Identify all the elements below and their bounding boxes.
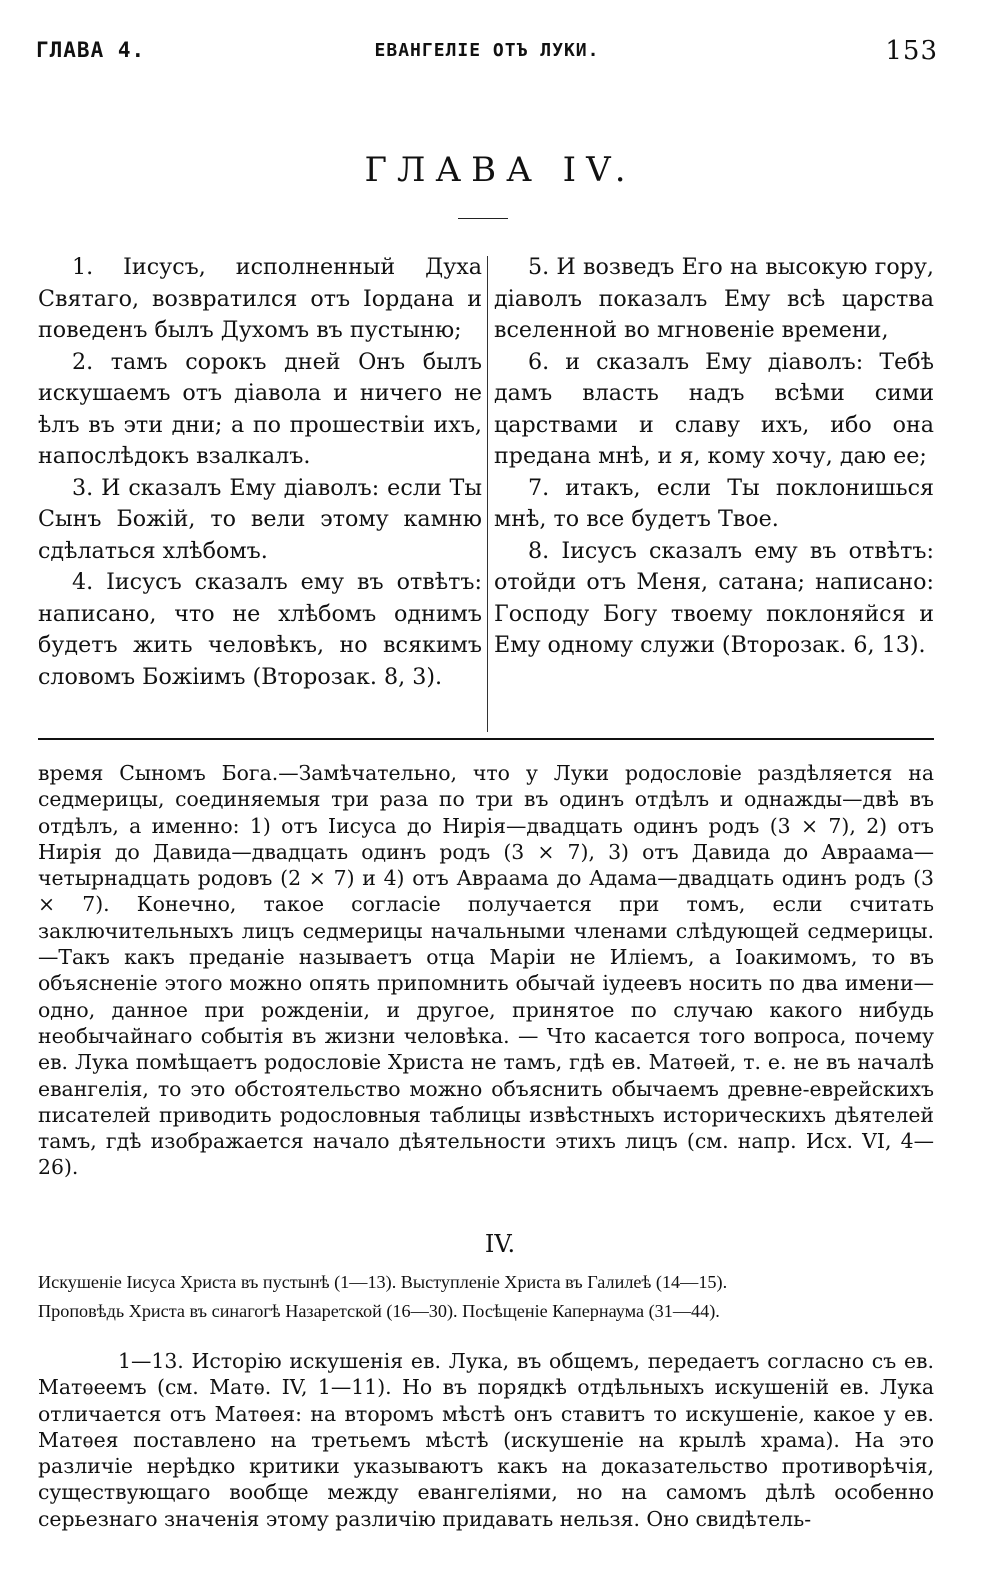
verse-6: 6. и сказалъ Ему діаволъ: Тебѣ дамъ власть надъ всѣми сими царствами и славу ихъ, ибо она предана мнѣ, и я, кому хочу, даю ее;	[494, 348, 934, 469]
commentary-block	[38, 760, 934, 1181]
verse-7: 7. итакъ, если Ты поклонишься мнѣ, то все будетъ Твое.	[494, 474, 934, 532]
scripture-verses	[38, 252, 934, 734]
verse-3: 3. И сказалъ Ему діаволъ: если Ты Сынъ Божій, то вели этому камню сдѣлаться хлѣбомъ.	[38, 474, 482, 564]
verse-5: 5. И возведъ Его на высокую гору, діаволъ показалъ Ему всѣ царства вселенной во мгновеніе времени,	[494, 254, 934, 343]
section-rule	[38, 738, 934, 740]
running-head-chapter: ГЛАВА 4.	[36, 38, 146, 62]
running-head-title: ЕВАНГЕЛІЕ ОТЪ ЛУКИ.	[374, 40, 600, 61]
commentary-body	[38, 1348, 934, 1532]
running-head	[36, 38, 938, 70]
chapter-summary	[38, 1268, 934, 1326]
commentary-paragraph-1-13: 1—13. Исторію искушенія ев. Лука, въ общемъ, передаетъ согласно съ ев. Матѳеемъ (см. Матѳ. IV, 1—11). Но въ порядкѣ отдѣльныхъ искушеній ев. Лука отличается отъ Матѳея: на второмъ мѣстѣ онъ ставитъ то искушеніе, какое у ев. Матѳея поставлено на третьемъ мѣстѣ (искушеніе на крылѣ храма). На это различіе нерѣдко критики указываютъ какъ на доказательство противорѣчія, существующаго вообще между евангеліями, но на самомъ дѣлѣ особенно серьезнаго значенія этому различію придавать нельзя. Оно свидѣтель-	[38, 1349, 934, 1531]
chapter-title: ГЛАВА IV.	[364, 150, 636, 190]
commentary-paragraph: время Сыномъ Бога.—Замѣчательно, что у Луки родословіе раздѣляется на седмерицы, соединяемыя три раза по три въ одинъ отдѣлъ и однажды—двѣ въ отдѣлъ, а именно: 1) отъ Іисуса до Нирія—двадцать одинъ родъ (3 × 7), 2) отъ Нирія до Давида—двадцать одинъ родъ (3 × 7), 3) отъ Давида до Авраама—четырнадцать родовъ (2 × 7) и 4) отъ Авраама до Адама—двадцать одинъ родъ (3 × 7). Конечно, такое согласіе получается при томъ, если считать заключительныхъ лицъ седмерицы начальными членами слѣдующей седмерицы.—Такъ какъ преданіе называетъ отца Маріи не Иліемъ, а Іоакимомъ, то въ объясненіе этого можно опять припомнить обычай іудеевъ носить по два имени—одно, данное при рожденіи, и другое, принятое по случаю какого нибудь необычайнаго событія въ жизни человѣка. — Что касается того вопроса, почему ев. Лука помѣщаетъ родословіе Христа не тамъ, гдѣ ев. Матѳей, т. е. не въ началѣ евангелія, то это обстоятельство можно объяснить обычаемъ древне-еврейскихъ писателей приводить родословныя таблицы извѣстныхъ историческихъ дѣятелей тамъ, гдѣ изображается начало дѣятельности этихъ лицъ (см. напр. Исх. VI, 4—26).	[38, 761, 934, 1180]
verse-1: 1. Іисусъ, исполненный Духа Святаго, возвратился отъ Іордана и поведенъ былъ Духомъ въ пустыню;	[38, 254, 482, 343]
summary-line-2: Проповѣдь Христа въ синагогѣ Назаретской (16—30). Посѣщеніе Капернаума (31—44).	[38, 1301, 720, 1321]
column-divider	[487, 256, 488, 732]
title-rule	[458, 218, 508, 219]
section-number: IV.	[484, 1230, 516, 1258]
page-number: 153	[885, 36, 938, 66]
summary-line-1: Искушеніе Іисуса Христа въ пустынѣ (1—13). Выступленіе Христа въ Галилеѣ (14—15).	[38, 1272, 728, 1292]
verse-4: 4. Іисусъ сказалъ ему въ отвѣтъ: написано, что не хлѣбомъ однимъ будетъ жить человѣкъ, но всякимъ словомъ Божіимъ (Второзак. 8, 3).	[38, 569, 482, 690]
verse-2: 2. тамъ сорокъ дней Онъ былъ искушаемъ отъ діавола и ничего не ѣлъ въ эти дни; а по прошествіи ихъ, напослѣдокъ взалкалъ.	[38, 348, 482, 469]
verse-8: 8. Іисусъ сказалъ ему въ отвѣтъ: отойди отъ Меня, сатана; написано: Господу Богу твоему поклоняйся и Ему одному служи (Второзак. 6, 13).	[494, 537, 934, 658]
verse-column-left	[38, 252, 482, 693]
verse-column-right	[494, 252, 934, 662]
